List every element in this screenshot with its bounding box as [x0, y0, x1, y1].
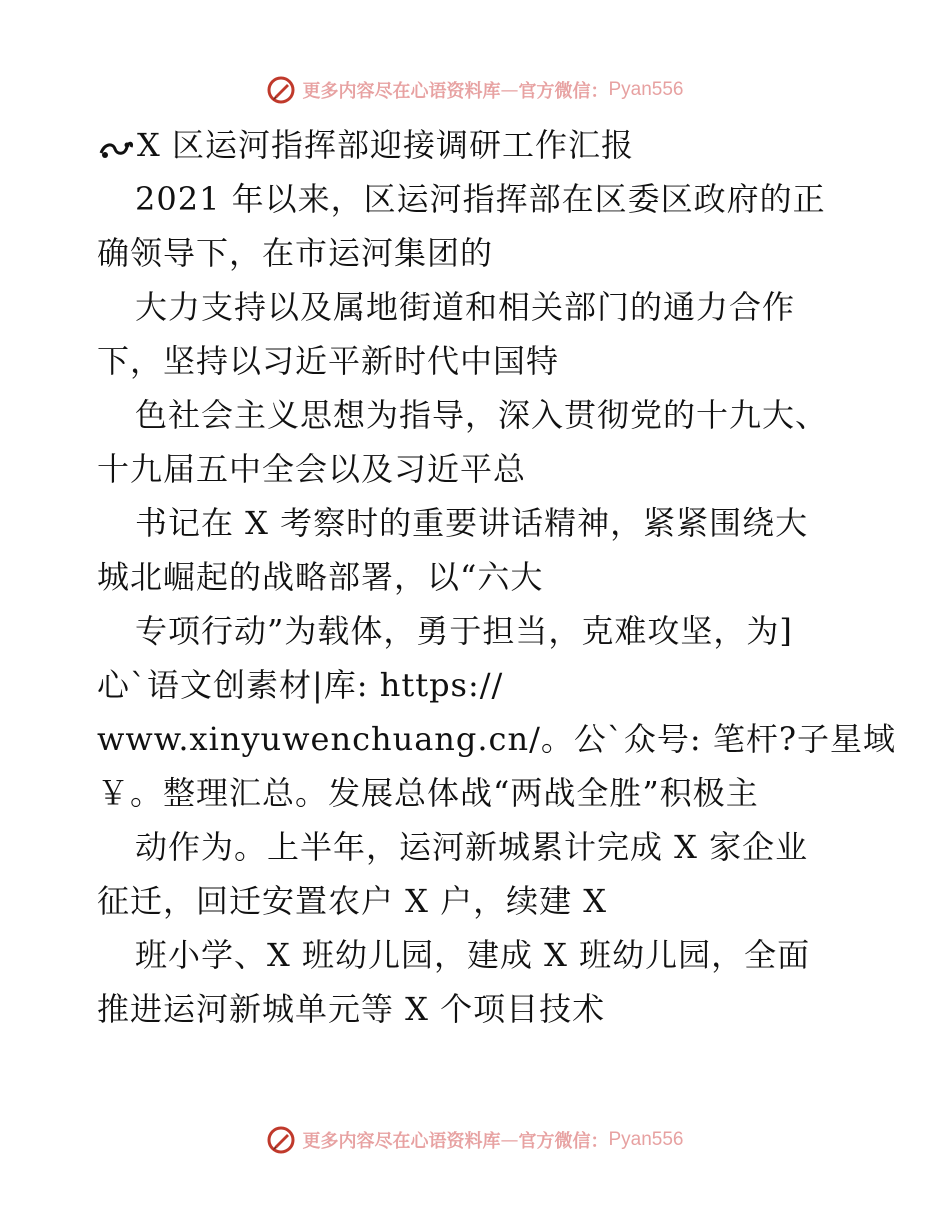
- paragraph-line: 推进运河新城单元等 X 个项目技术: [97, 990, 606, 1028]
- flourish-icon: [97, 133, 135, 163]
- pen-logo-icon: [266, 1125, 296, 1155]
- paragraph-line: 班小学、X 班幼儿园，建成 X 班幼儿园，全面: [135, 936, 811, 974]
- banner-prefix: 更多内容尽在心语资料库: [302, 81, 501, 102]
- paragraph-line: ￥。整理汇总。发展总体战“两战全胜”积极主: [97, 774, 759, 812]
- paragraph-line: 大力支持以及属地街道和相关部门的通力合作: [135, 288, 796, 326]
- paragraph-line: 下，坚持以习近平新时代中国特: [97, 342, 560, 380]
- banner-official: 官方微信：: [518, 1131, 609, 1152]
- banner-prefix: 更多内容尽在心语资料库: [302, 1131, 501, 1152]
- document-body: [97, 118, 896, 1036]
- footer-banner: [0, 1120, 950, 1160]
- document-title-line: [61, 118, 857, 172]
- document-title: X 区运河指挥部迎接调研工作汇报: [137, 126, 634, 164]
- pen-logo-icon: [266, 75, 296, 105]
- paragraph-line: www.xinyuwenchuang.cn/。公`众号: 笔杆?子星域: [97, 720, 896, 758]
- paragraph-line: 城北崛起的战略部署，以“六大: [97, 558, 544, 596]
- banner-dash: —: [500, 79, 519, 101]
- header-banner: [0, 70, 950, 110]
- paragraph-line: 色社会主义思想为指导，深入贯彻党的十九大、: [135, 396, 829, 434]
- banner-official: 官方微信：: [518, 81, 609, 102]
- banner-dash: —: [500, 1129, 519, 1151]
- paragraph-line: 专项行动”为载体，勇于担当，克难攻坚，为]: [135, 612, 793, 650]
- paragraph-line: 心`语文创素材|库: https://: [97, 666, 504, 704]
- paragraph-line: 确领导下，在市运河集团的: [97, 234, 494, 272]
- paragraph-line: 2021 年以来，区运河指挥部在区委区政府的正: [135, 180, 826, 218]
- paragraph-line: 十九届五中全会以及习近平总: [97, 450, 527, 488]
- paragraph-line: 动作为。上半年，运河新城累计完成 X 家企业: [135, 828, 809, 866]
- banner-wechat-id: Pyan556: [608, 1129, 684, 1150]
- paragraph-line: 征迁，回迁安置农户 X 户，续建 X: [97, 882, 608, 920]
- banner-wechat-id: Pyan556: [608, 79, 684, 100]
- paragraph-line: 书记在 X 考察时的重要讲话精神，紧紧围绕大: [135, 504, 809, 542]
